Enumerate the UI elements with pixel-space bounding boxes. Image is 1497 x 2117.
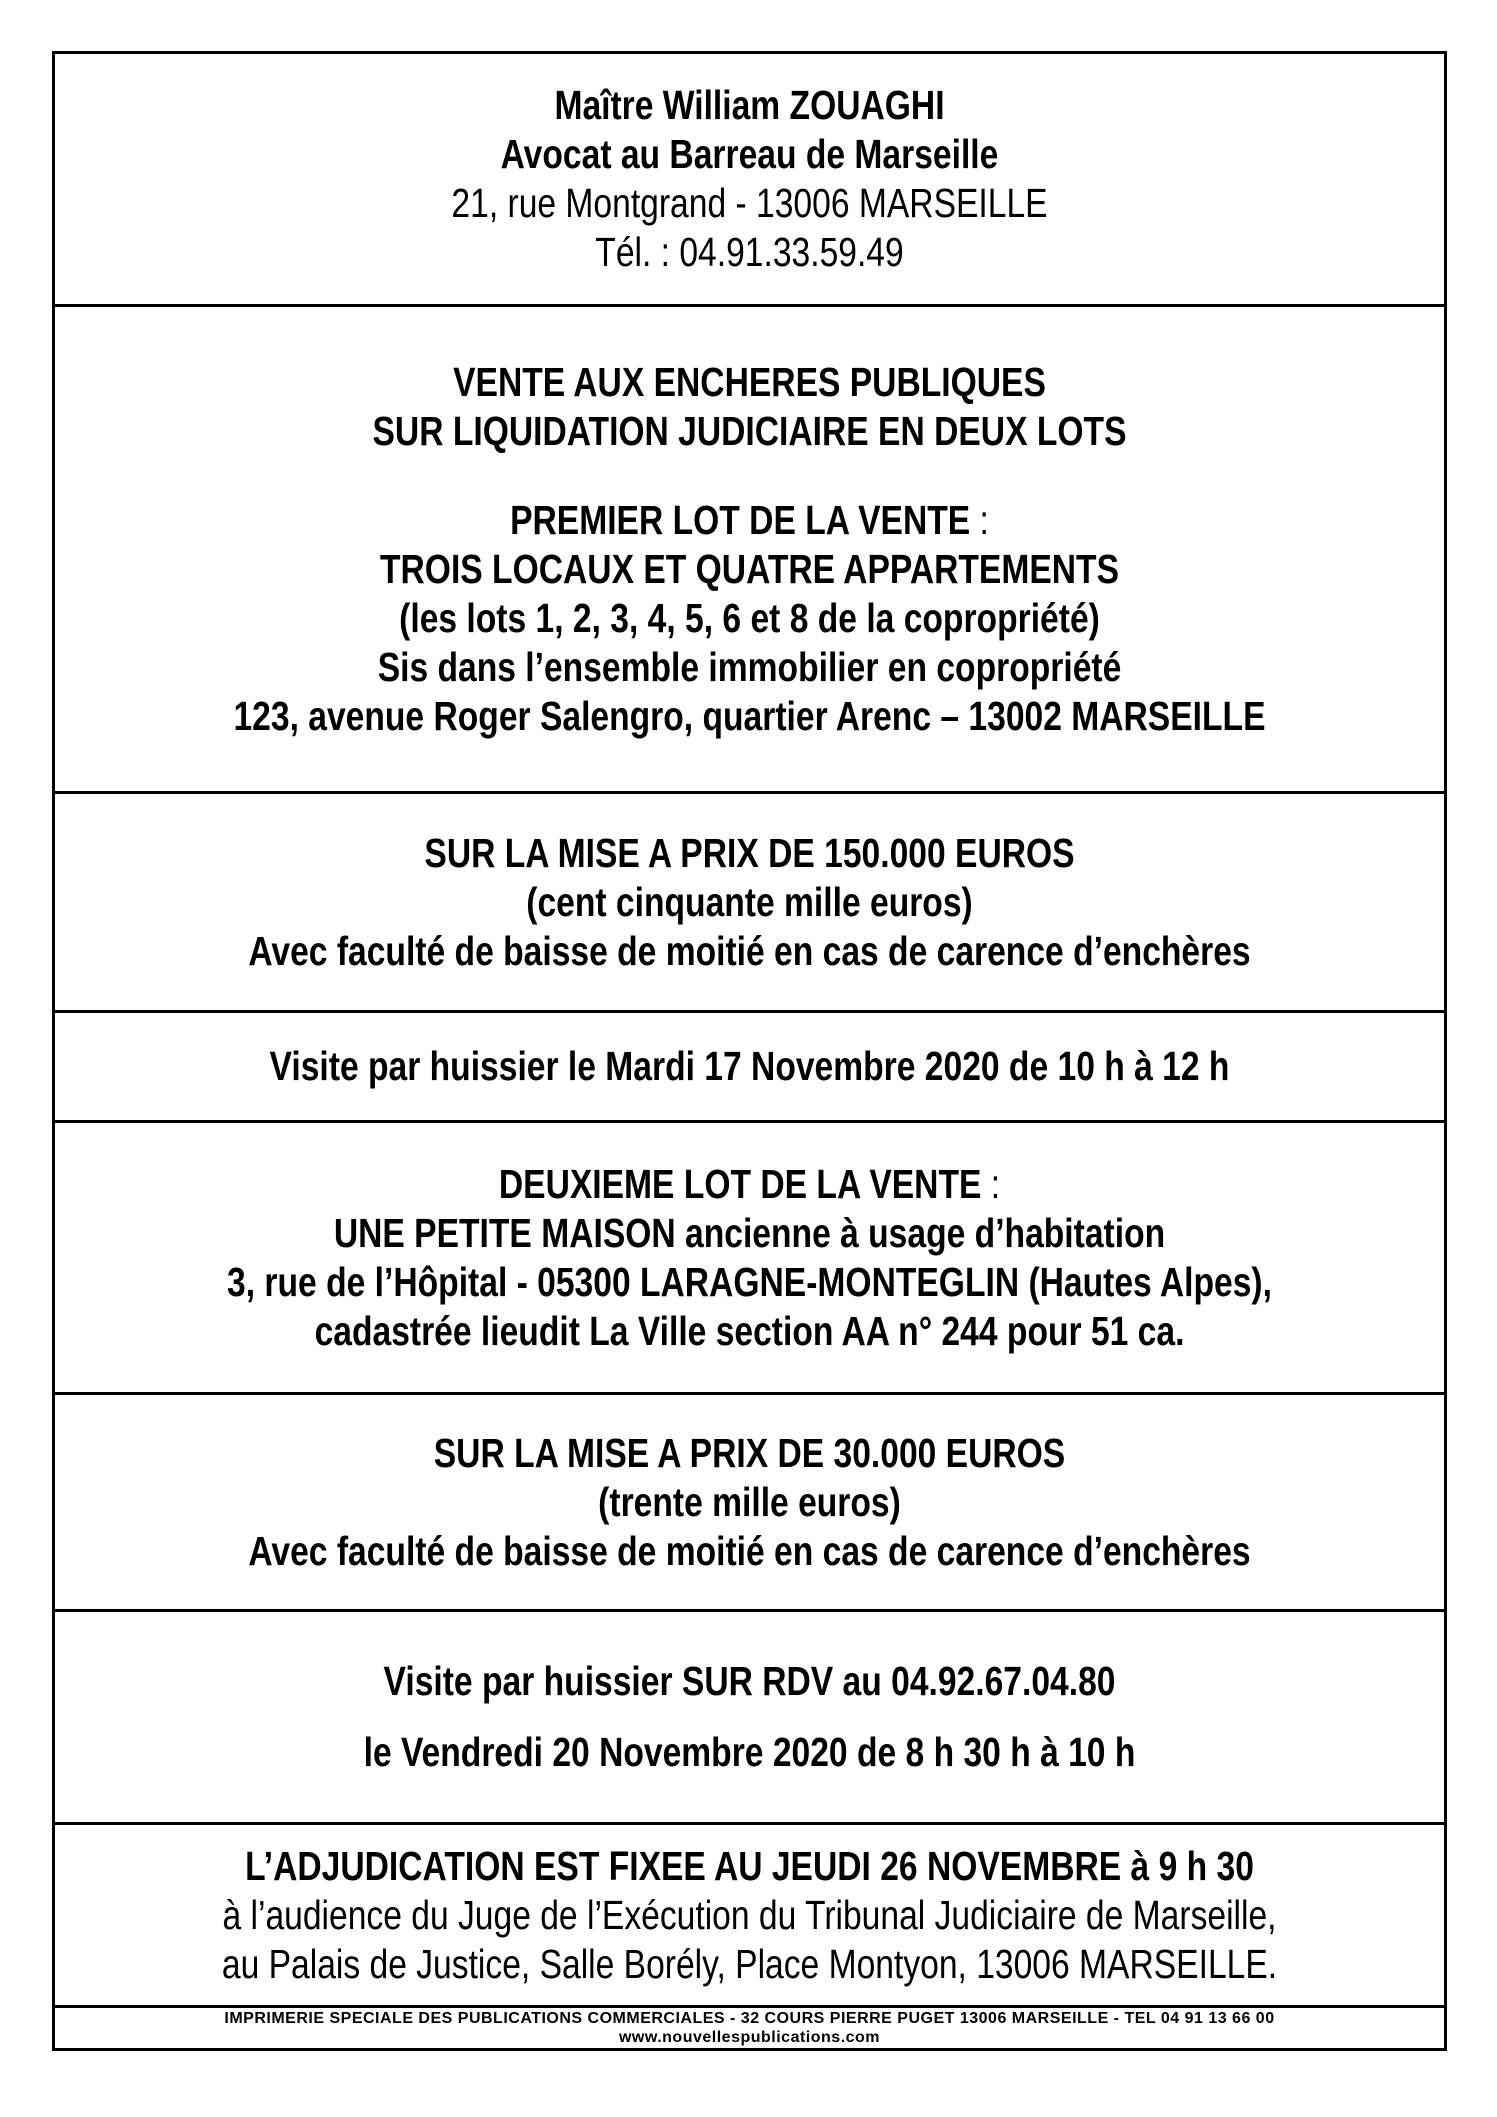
visit2-date: le Vendredi 20 Novembre 2020 de 8 h 30 h à 10 h [363,1729,1136,1775]
lot1-heading: PREMIER LOT DE LA VENTE : [510,496,989,543]
price2-words: (trente mille euros) [598,1478,901,1525]
adjudication-court: à l’audience du Juge de l’Exécution du Tribunal Judiciaire de Marseille, [222,1891,1277,1938]
lot2-heading: DEUXIEME LOT DE LA VENTE : [498,1160,1001,1207]
price1-words: (cent cinquante mille euros) [526,878,973,925]
lot1-address: 123, avenue Roger Salengro, quartier Arenc – 13002 MARSEILLE [233,692,1266,739]
visit2-appointment: Visite par huissier SUR RDV au 04.92.67.04.80 [383,1658,1116,1704]
price1-section [55,791,1444,1010]
adjudication-date: L’ADJUDICATION EST FIXEE AU JEUDI 26 NOVEMBRE à 9 h 30 [245,1842,1254,1889]
lot2-section [55,1120,1444,1392]
lawyer-name: Maître William ZOUAGHI [554,82,945,128]
lawyer-header [55,54,1444,304]
adjudication-place: au Palais de Justice, Salle Borély, Place Montyon, 13006 MARSEILLE. [221,1940,1278,1987]
price1-condition: Avec faculté de baisse de moitié en cas de carence d’enchères [248,927,1251,974]
adjudication-section [55,1822,1444,2005]
printer-website: www.nouvellespublications.com [618,2029,881,2046]
lot2-description: UNE PETITE MAISON ancienne à usage d’habitation [333,1209,1166,1256]
lot2-cadastre: cadastrée lieudit La Ville section AA n° 244 pour 51 ca. [314,1307,1185,1354]
lawyer-title: Avocat au Barreau de Marseille [500,131,999,177]
lot2-address: 3, rue de l’Hôpital - 05300 LARAGNE-MONTEGLIN (Hautes Alpes), [227,1258,1272,1305]
printer-address: IMPRIMERIE SPECIALE DES PUBLICATIONS COMMERCIALES - 32 COURS PIERRE PUGET 13006 MARSEILLE - TEL 04 91 13 66 00 [224,2010,1275,2027]
price2-section [55,1392,1444,1609]
visit1-section [55,1010,1444,1120]
sale-title-line2: SUR LIQUIDATION JUDICIAIRE EN DEUX LOTS [372,407,1127,454]
printer-footer [55,2005,1444,2048]
notice-frame [52,51,1447,2051]
lawyer-address: 21, rue Montgrand - 13006 MARSEILLE [451,180,1048,226]
sale-section [55,304,1444,791]
price2-condition: Avec faculté de baisse de moitié en cas de carence d’enchères [248,1527,1251,1574]
price1-amount: SUR LA MISE A PRIX DE 150.000 EUROS [424,829,1075,876]
lot1-lots: (les lots 1, 2, 3, 4, 5, 6 et 8 de la copropriété) [399,594,1100,641]
sale-title-line1: VENTE AUX ENCHERES PUBLIQUES [453,358,1046,405]
lot1-description: TROIS LOCAUX ET QUATRE APPARTEMENTS [379,545,1120,592]
visit1-text: Visite par huissier le Mardi 17 Novembre 2020 de 10 h à 12 h [269,1043,1230,1089]
lot1-situation: Sis dans l’ensemble immobilier en copropriété [377,643,1122,690]
visit2-section [55,1609,1444,1822]
price2-amount: SUR LA MISE A PRIX DE 30.000 EUROS [433,1429,1066,1476]
lawyer-phone: Tél. : 04.91.33.59.49 [595,229,904,275]
